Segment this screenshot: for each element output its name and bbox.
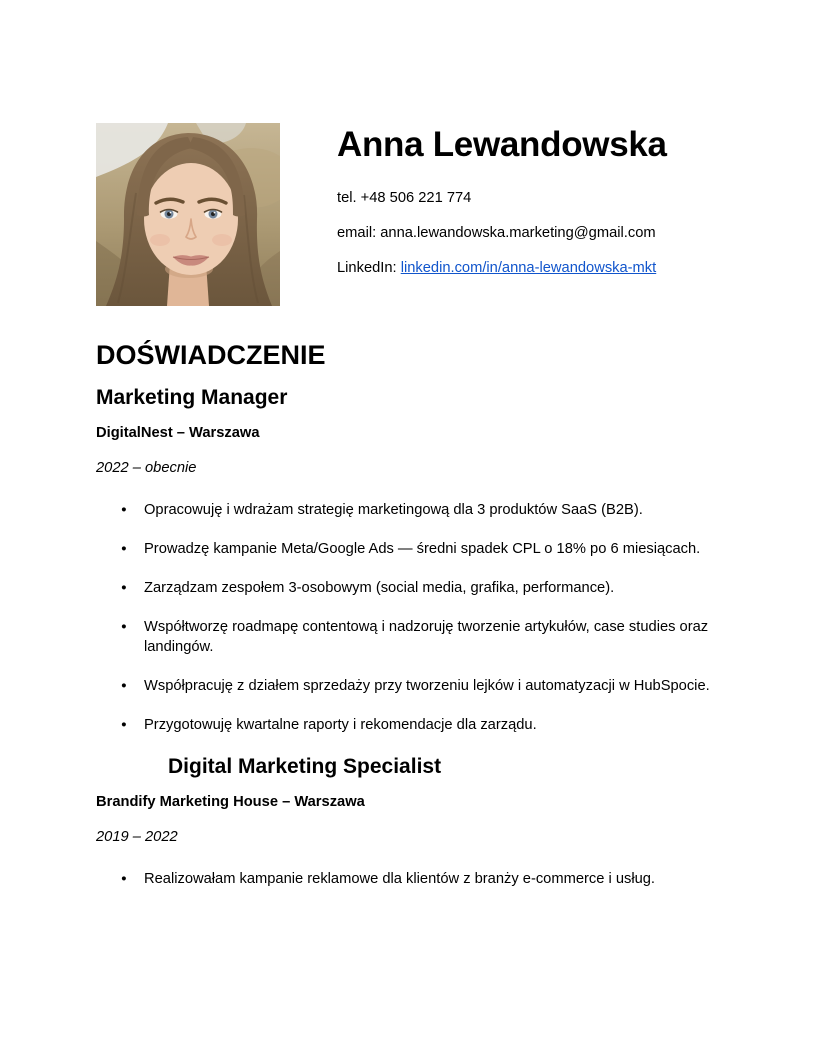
email-line: email: anna.lewandowska.marketing@gmail.com bbox=[337, 225, 656, 241]
job-title: Marketing Manager bbox=[96, 386, 288, 409]
job-title: Digital Marketing Specialist bbox=[168, 755, 442, 778]
phone-line: tel. +48 506 221 774 bbox=[337, 190, 472, 206]
section-title-experience: DOŚWIADCZENIE bbox=[96, 340, 326, 370]
company-line: DigitalNest – Warszawa bbox=[96, 425, 260, 441]
portrait-illustration bbox=[96, 123, 280, 306]
contact-block bbox=[337, 123, 667, 278]
profile-photo bbox=[96, 123, 280, 306]
bullet-item: ● Zarządzam zespołem 3-osobowym (social media, grafika, performance). bbox=[96, 578, 720, 598]
job-block-2 bbox=[96, 754, 720, 889]
company-line: Brandify Marketing House – Warszawa bbox=[96, 794, 365, 810]
person-name: Anna Lewandowska bbox=[337, 125, 667, 164]
linkedin-line bbox=[337, 258, 667, 278]
linkedin-label: LinkedIn: bbox=[337, 260, 401, 276]
bullet-item: ● Współpracuję z działem sprzedaży przy tworzeniu lejków i automatyzacji w HubSpocie. bbox=[96, 676, 720, 696]
bullet-item: ● Opracowuję i wdrażam strategię marketingową dla 3 produktów SaaS (B2B). bbox=[96, 500, 720, 520]
resume-header bbox=[96, 123, 720, 306]
bullet-item: ● Realizowałam kampanie reklamowe dla klientów z branży e-commerce i usług. bbox=[96, 869, 720, 889]
period-line: 2022 – obecnie bbox=[96, 460, 197, 476]
bullet-list bbox=[96, 500, 720, 735]
job-block-1 bbox=[96, 385, 720, 735]
bullet-item: ● Współtworzę roadmapę contentową i nadzoruję tworzenie artykułów, case studies oraz landingów. bbox=[96, 617, 720, 657]
bullet-item: ● Prowadzę kampanie Meta/Google Ads — średni spadek CPL o 18% po 6 miesiącach. bbox=[96, 539, 720, 559]
bullet-item: ● Przygotowuję kwartalne raporty i rekomendacje dla zarządu. bbox=[96, 715, 720, 735]
linkedin-link[interactable]: linkedin.com/in/anna-lewandowska-mkt bbox=[400, 260, 657, 276]
period-line: 2019 – 2022 bbox=[96, 829, 178, 845]
bullet-list bbox=[96, 869, 720, 889]
